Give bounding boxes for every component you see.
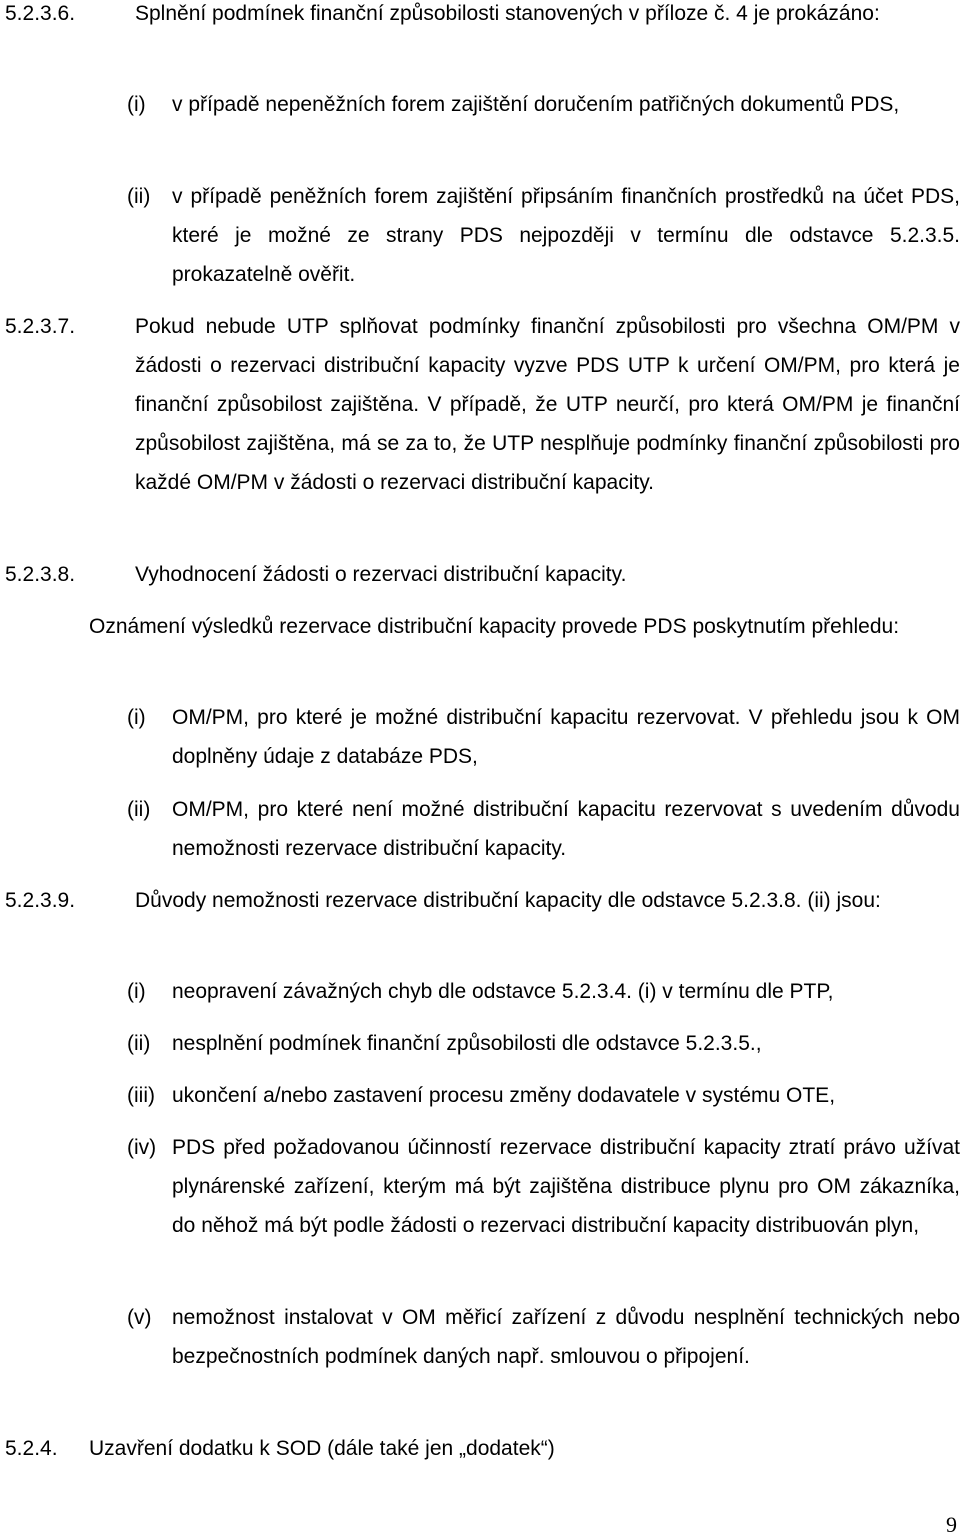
list-label: (ii) [127, 1032, 151, 1055]
section-number: 5.2.4. [5, 1437, 58, 1460]
list-item-text: v případě nepeněžních forem zajištění doručením patřičných dokumentů PDS, [172, 93, 900, 116]
section-intro: Oznámení výsledků rezervace distribuční kapacity provede PDS poskytnutím přehledu: [89, 615, 900, 638]
list-item-text: v případě peněžních forem zajištění připsáním finančních prostředků na účet PDS, které je možné ze strany PDS nejpozději v termínu dle odstavce 5.2.3.5. prokazatelně ověřit. [172, 185, 960, 286]
list-label: (i) [127, 706, 146, 729]
list-label: (iii) [127, 1084, 155, 1107]
list-label: (i) [127, 93, 146, 116]
list-item-text: nesplnění podmínek finanční způsobilosti dle odstavce 5.2.3.5., [172, 1032, 762, 1055]
list-label: (ii) [127, 798, 151, 821]
list-label: (v) [127, 1306, 152, 1329]
list-item-text: neopravení závažných chyb dle odstavce 5.2.3.4. (i) v termínu dle PTP, [172, 980, 834, 1003]
list-label: (iv) [127, 1136, 157, 1159]
section-text: Důvody nemožnosti rezervace distribuční kapacity dle odstavce 5.2.3.8. (ii) jsou: [135, 889, 881, 912]
page-number: 9 [946, 1512, 957, 1537]
section-number: 5.2.3.9. [5, 889, 76, 912]
list-label: (i) [127, 980, 146, 1003]
list-label: (ii) [127, 185, 151, 208]
list-item-text: OM/PM, pro které není možné distribuční kapacitu rezervovat s uvedením důvodu nemožnosti rezervace distribuční kapacity. [172, 798, 960, 860]
section-number: 5.2.3.6. [5, 2, 76, 25]
list-item-text: PDS před požadovanou účinností rezervace distribuční kapacity ztratí právo užívat plynárenské zařízení, kterým má být zajištěna distribuce plynu pro OM zákazníka, do něhož má být podle žádosti o rezervaci distribuční kapacity distribuován plyn, [172, 1136, 960, 1237]
list-item-text: nemožnost instalovat v OM měřicí zařízení z důvodu nesplnění technických nebo bezpečnostních podmínek daných např. smlouvou o připojení. [172, 1306, 960, 1368]
section-text: Pokud nebude UTP splňovat podmínky finanční způsobilosti pro všechna OM/PM v žádosti o rezervaci distribuční kapacity vyzve PDS UTP k určení OM/PM, pro která je finanční způsobilost zajištěna. V případě, že UTP neurčí, pro která OM/PM je finanční způsobilost zajištěna, má se za to, že UTP nesplňuje podmínky finanční způsobilosti pro každé OM/PM v žádosti o rezervaci distribuční kapacity. [135, 315, 960, 494]
list-item-text: ukončení a/nebo zastavení procesu změny dodavatele v systému OTE, [172, 1084, 836, 1107]
section-number: 5.2.3.7. [5, 315, 76, 338]
list-item-text: OM/PM, pro které je možné distribuční kapacitu rezervovat. V přehledu jsou k OM doplněny údaje z databáze PDS, [172, 706, 960, 768]
section-heading: Uzavření dodatku k SOD (dále také jen „dodatek“) [89, 1437, 555, 1460]
section-number: 5.2.3.8. [5, 563, 76, 586]
section-text: Splnění podmínek finanční způsobilosti stanovených v příloze č. 4 je prokázáno: [135, 2, 880, 25]
section-heading: Vyhodnocení žádosti o rezervaci distribuční kapacity. [135, 563, 627, 586]
